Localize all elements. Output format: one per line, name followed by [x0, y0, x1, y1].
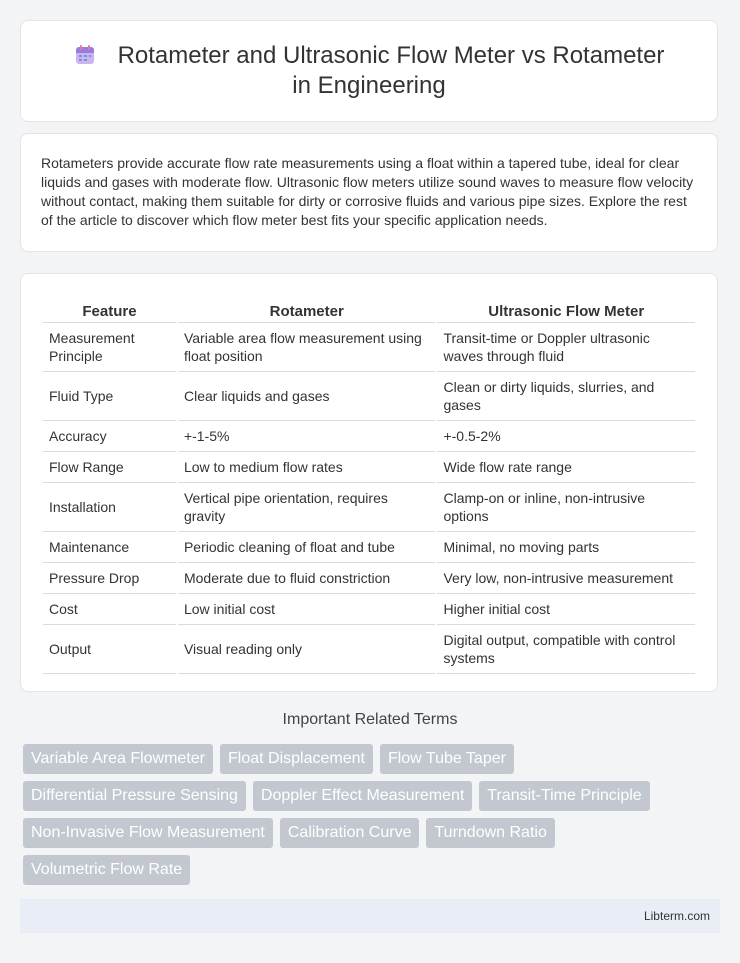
table-header-row: [43, 294, 695, 323]
table-cell: Clear liquids and gases: [178, 372, 436, 421]
related-term-tag[interactable]: Calibration Curve: [280, 818, 420, 848]
comparison-table: [41, 294, 697, 674]
calendar-icon: [74, 44, 96, 66]
table-cell: Flow Range: [43, 452, 176, 483]
table-cell: Variable area flow measurement using float position: [178, 323, 436, 372]
table-cell: Fluid Type: [43, 372, 176, 421]
table-cell: Digital output, compatible with control systems: [437, 625, 695, 674]
table-cell: Transit-time or Doppler ultrasonic waves through fluid: [437, 323, 695, 372]
table-cell: Cost: [43, 594, 176, 625]
related-term-tag[interactable]: Turndown Ratio: [426, 818, 554, 848]
table-cell: Measurement Principle: [43, 323, 176, 372]
related-term-tag[interactable]: Flow Tube Taper: [380, 744, 514, 774]
related-term-tag[interactable]: Variable Area Flowmeter: [23, 744, 213, 774]
intro-card: [20, 133, 718, 252]
table-cell: +-0.5-2%: [437, 421, 695, 452]
header-rotameter: Rotameter: [178, 294, 436, 323]
tag-row: [23, 855, 703, 885]
table-row: [43, 594, 695, 625]
table-cell: Pressure Drop: [43, 563, 176, 594]
footer-site-link[interactable]: Libterm.com: [643, 909, 710, 923]
table-row: [43, 625, 695, 674]
related-term-tag[interactable]: Non-Invasive Flow Measurement: [23, 818, 273, 848]
page-title-wrap: [69, 41, 669, 101]
page-title: Rotameter and Ultrasonic Flow Meter vs Rotameter in Engineering: [117, 42, 665, 99]
table-cell: Very low, non-intrusive measurement: [437, 563, 695, 594]
header-ultrasonic: Ultrasonic Flow Meter: [437, 294, 695, 323]
table-cell: Maintenance: [43, 532, 176, 563]
table-row: [43, 372, 695, 421]
table-cell: Low initial cost: [178, 594, 436, 625]
table-cell: Higher initial cost: [437, 594, 695, 625]
table-cell: Minimal, no moving parts: [437, 532, 695, 563]
table-cell: +-1-5%: [178, 421, 436, 452]
tag-row: [23, 818, 703, 848]
tag-row: [23, 781, 703, 811]
related-term-tag[interactable]: Transit-Time Principle: [479, 781, 649, 811]
table-cell: Low to medium flow rates: [178, 452, 436, 483]
table-row: [43, 452, 695, 483]
table-cell: Accuracy: [43, 421, 176, 452]
table-cell: Visual reading only: [178, 625, 436, 674]
table-cell: Periodic cleaning of float and tube: [178, 532, 436, 563]
table-cell: Vertical pipe orientation, requires gravity: [178, 483, 436, 532]
table-cell: Wide flow rate range: [437, 452, 695, 483]
table-row: [43, 483, 695, 532]
table-cell: Moderate due to fluid constriction: [178, 563, 436, 594]
table-cell: Clamp-on or inline, non-intrusive options: [437, 483, 695, 532]
related-terms-title: Important Related Terms: [282, 711, 458, 728]
table-cell: Output: [43, 625, 176, 674]
related-term-tag[interactable]: Differential Pressure Sensing: [23, 781, 246, 811]
table-row: [43, 421, 695, 452]
related-term-tag[interactable]: Doppler Effect Measurement: [253, 781, 472, 811]
title-card: [20, 20, 718, 122]
related-term-tag[interactable]: Float Displacement: [220, 744, 373, 774]
table-row: [43, 323, 695, 372]
intro-text: Rotameters provide accurate flow rate measurements using a float within a tapered tube, ideal for clear liquids and gases with moderate flow. Ultrasonic flow meters utilize sound waves to measure flow velocity without contact, making them suitable for dirty or corrosive fluids and various pipe sizes. Explore the rest of the article to discover which flow meter best fits your specific application needs.: [41, 155, 694, 228]
related-terms-list: [23, 744, 703, 892]
related-term-tag[interactable]: Volumetric Flow Rate: [23, 855, 190, 885]
table-cell: Clean or dirty liquids, slurries, and gases: [437, 372, 695, 421]
table-row: [43, 563, 695, 594]
header-feature: Feature: [43, 294, 176, 323]
table-row: [43, 532, 695, 563]
footer: [20, 899, 720, 933]
tag-row: [23, 744, 703, 774]
comparison-table-card: [20, 273, 718, 692]
table-cell: Installation: [43, 483, 176, 532]
